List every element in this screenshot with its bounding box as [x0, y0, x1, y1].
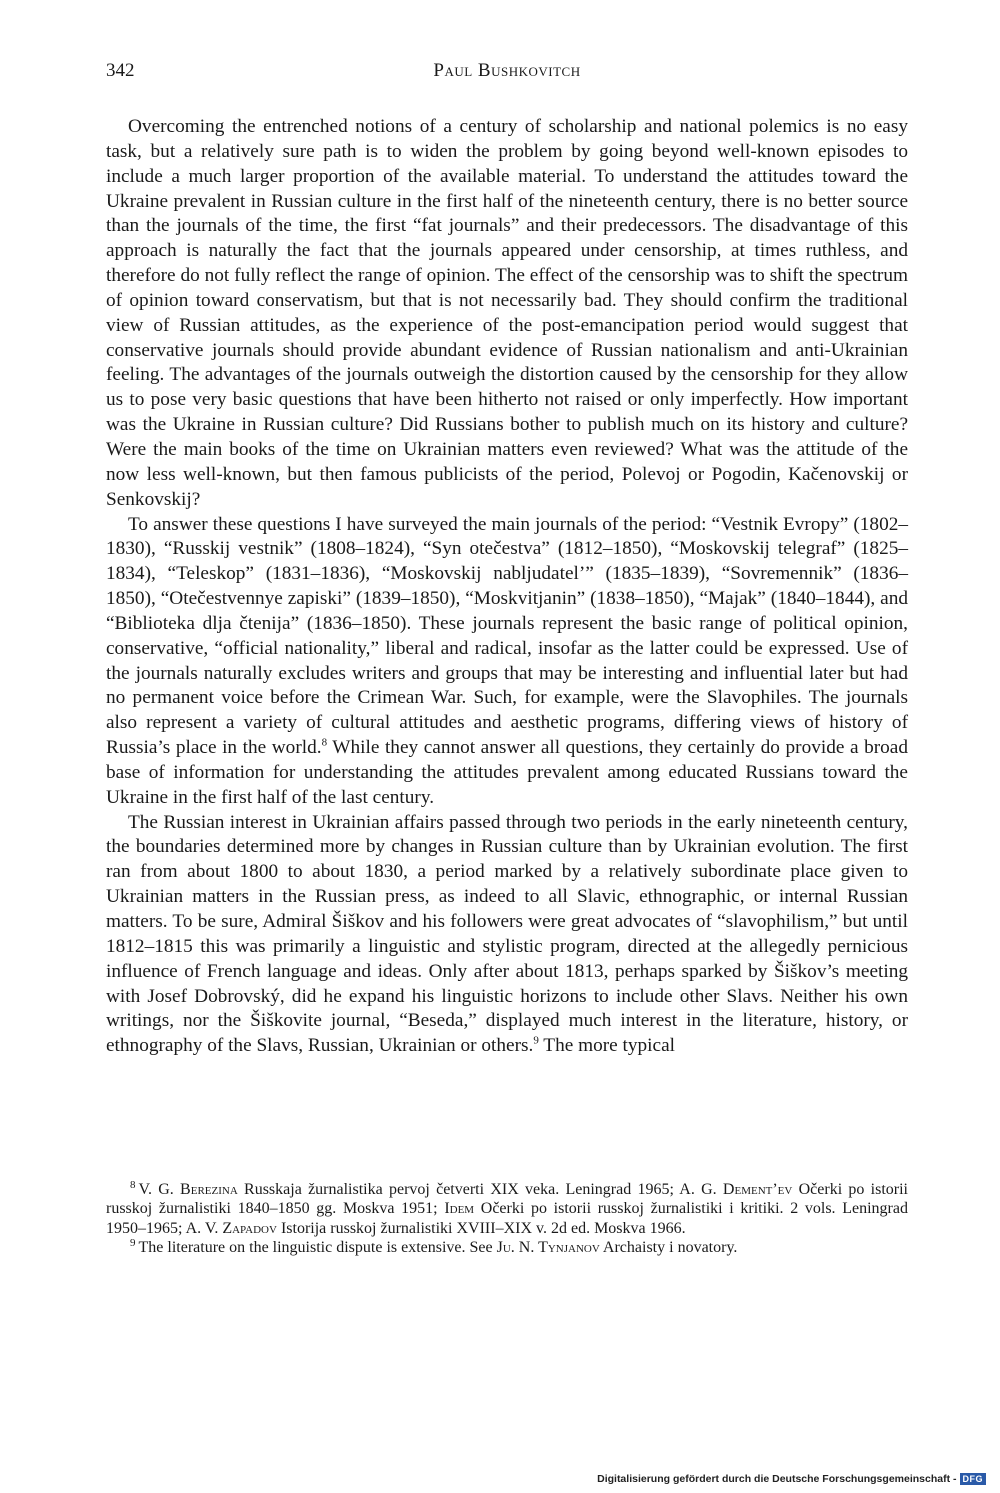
credit-text: Digitalisierung gefördert durch die Deutsche Forschungsgemeinschaft -: [597, 1473, 957, 1485]
footnotes: [106, 1180, 908, 1258]
paragraph-3-text-b: The more typical: [538, 1035, 676, 1057]
paragraph-3-text-a: The Russian interest in Ukrainian affairs passed through two periods in the early nineteenth century, the boundaries determined more by changes in Russian culture than by Ukrainian evolution. The first ran from about 1800 to about 1830, a period marked by a relatively subordinate place given to Ukrainian matters in the Russian press, as indeed to all Slavic, ethnographic, or internal Russian matters. To be sure, Admiral Šiškov and his followers were great advocates of “slavophilism,” but until 1812–1815 this was primarily a linguistic and stylistic program, directed at the allegedly pernicious influence of French language and ideas. Only after about 1813, perhaps sparked by Šiškov’s meeting with Josef Dobrovský, did he expand his linguistic horizons to include other Slavs. Neither his own writings, nor the Šiškovite journal, “Beseda,” displayed much interest in the literature, history, or ethnography of the Slavs, Russian, Ukrainian or others.: [106, 811, 908, 1057]
footnote-reference-9[interactable]: 9: [533, 1034, 539, 1047]
paragraph-1: [106, 115, 908, 513]
dfg-logo: DFG: [960, 1473, 987, 1485]
footnote-8-idem: Idem: [444, 1200, 475, 1218]
paragraph-1-text: Overcoming the entrenched notions of a century of scholarship and national polemics is no easy task, but a relatively sure path is to widen the problem by going beyond well-known episodes to include a much larger proportion of the available material. To understand the attitudes toward the Ukraine prevalent in Russian culture in the first half of the nineteenth century, there is no better source than the journals of the time, the first “fat journals” and their predecessors. The disadvantage of this approach is naturally the fact that the journals appeared under censorship, at times ruthless, and therefore do not fully reflect the range of opinion. The effect of the censorship was to shift the spectrum of opinion toward conservatism, but that is not necessarily bad. They should confirm the traditional view of Russian attitudes, as the experience of the post-emancipation period would suggest that conservative journals should provide abundant evidence of Russian nationalism and anti-Ukrainian feeling. The advantages of the journals outweigh the distortion caused by the censorship for they allow us to pose very basic questions that have been hitherto not raised or only imperfectly. How important was the Ukraine in Russian culture? Did Russians bother to publish much on its history and culture? Were the main books of the time on Ukrainian matters even reviewed? What was the attitude of the now less well-known, but then famous publicists of the period, Polevoj or Pogodin, Kačenovskij or Senkovskij?: [106, 116, 908, 510]
page-number: 342: [106, 60, 135, 81]
footnote-9-text-1: The literature on the linguistic dispute is extensive. See: [138, 1239, 497, 1257]
digitization-credit: [597, 1473, 986, 1485]
footnote-8-author-1: V. G. Berezina: [138, 1181, 238, 1198]
body-text: [106, 115, 908, 1059]
running-head-author: Paul Bushkovitch: [433, 60, 581, 81]
paragraph-2: [106, 513, 908, 811]
running-head: [106, 60, 908, 84]
footnote-8: [106, 1180, 908, 1238]
footnote-8-author-3: Zapadov: [222, 1219, 277, 1237]
paragraph-2-text-b: While they cannot answer all questions, they certainly do provide a broad base of information for understanding the attitudes prevalent among educated Russians toward the Ukraine in the first half of the last century.: [106, 737, 908, 808]
footnote-8-text-3: Očerki po istorii russkoj žurnalistiki i kritiki. 2 vols. Leningrad 1950–1965; A. V.: [106, 1200, 908, 1237]
footnote-9: [106, 1238, 908, 1257]
footnote-9-text-2: Archaisty i novatory.: [599, 1239, 738, 1257]
footnote-8-author-2: Dement’ev: [722, 1181, 793, 1198]
footnote-9-author: Ju. N. Tynjanov: [496, 1239, 600, 1257]
paragraph-3: [106, 811, 908, 1059]
footnote-reference-8[interactable]: 8: [321, 736, 328, 749]
footnote-8-text-2: Očerki po istorii russkoj žurnalistiki 1840–1850 gg. Moskva 1951;: [106, 1181, 908, 1218]
paragraph-2-text-a: To answer these questions I have surveyed the main journals of the period: “Vestnik Evropy” (1802–1830), “Russkij vestnik” (1808–1824), “Syn otečestva” (1812–1850), “Moskovskij telegraf” (1825–1834), “Teleskop” (1831–1836), “Moskovskij nabljudatel’” (1835–1839), “Sovremennik” (1836–1850), “Otečestvennye zapiski” (1839–1850), “Moskvitjanin” (1838–1850), “Majak” (1840–1844), and “Biblioteka dlja čtenija” (1836–1850). These journals represent the basic range of political opinion, conservative, “official nationality,” liberal and radical, insofar as the latter could be expressed. Use of the journals naturally excludes writers and groups that may be interesting and influential later but had no permanent voice before the Crimean War. Such, for example, were the Slavophiles. The journals also represent a variety of cultural attitudes and aesthetic programs, differing views of history of Russia’s place in the world.: [106, 513, 908, 759]
footnote-8-number: 8: [130, 1178, 136, 1191]
footnote-8-text-1: Russkaja žurnalistika pervoj četverti XIX veka. Leningrad 1965; A. G.: [237, 1181, 723, 1198]
footnote-9-number: 9: [130, 1236, 136, 1249]
footnote-8-text-4: Istorija russkoj žurnalistiki XVIII–XIX v. 2d ed. Moskva 1966.: [276, 1219, 686, 1237]
